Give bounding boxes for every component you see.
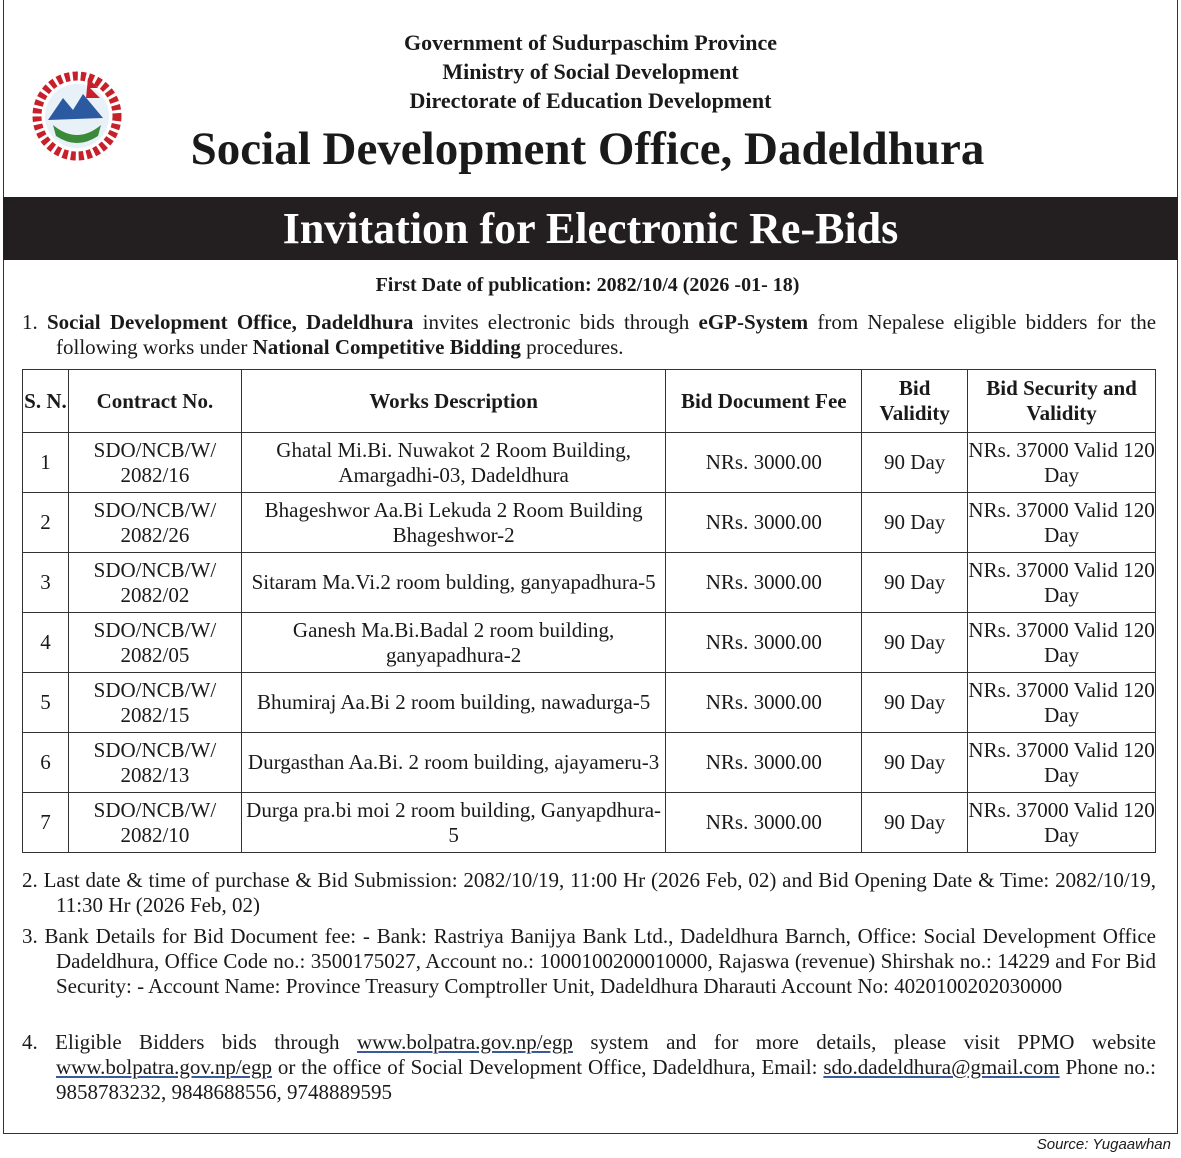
works-description: Ghatal Mi.Bi. Nuwakot 2 Room Building, Amargadhi-03, Dadeldhura	[241, 433, 666, 493]
table-row	[23, 613, 1156, 673]
contract-number: SDO/NCB/W/ 2082/02	[68, 553, 241, 613]
para-2-text: 2. Last date & time of purchase & Bid Submission: 2082/10/19, 11:00 Hr (2026 Feb, 02) and Bid Opening Date & Time: 2082/10/19, 11:30 Hr (2026 Feb, 02)	[22, 868, 1156, 917]
paragraph-2	[22, 868, 1156, 918]
bid-validity: 90 Day	[862, 733, 968, 793]
bid-document-fee: NRs. 3000.00	[666, 613, 862, 673]
text: or the office of Social Development Office, Dadeldhura, Email:	[271, 1055, 824, 1079]
egp-system: eGP-System	[698, 310, 809, 334]
table-row	[23, 733, 1156, 793]
paragraph-3	[22, 924, 1156, 999]
bid-validity: 90 Day	[862, 793, 968, 853]
paragraph-4	[22, 1030, 1156, 1105]
paragraph-1	[22, 310, 1156, 360]
serial-number: 4	[23, 613, 69, 673]
works-description: Bhageshwor Aa.Bi Lekuda 2 Room Building Bhageshwor-2	[241, 493, 666, 553]
contract-number: SDO/NCB/W/ 2082/26	[68, 493, 241, 553]
bid-document-fee: NRs. 3000.00	[666, 433, 862, 493]
text: procedures.	[520, 335, 624, 359]
office-name: Social Development Office, Dadeldhura	[190, 123, 985, 175]
works-description: Durgasthan Aa.Bi. 2 room building, ajayameru-3	[241, 733, 666, 793]
header-directorate: Directorate of Education Development	[409, 88, 772, 113]
bid-security: NRs. 37000 Valid 120 Day	[968, 673, 1156, 733]
ppmo-link[interactable]: www.bolpatra.gov.np/egp	[56, 1055, 272, 1079]
bid-validity: 90 Day	[862, 553, 968, 613]
bid-security: NRs. 37000 Valid 120 Day	[968, 493, 1156, 553]
bid-validity: 90 Day	[862, 433, 968, 493]
bid-document-fee: NRs. 3000.00	[666, 493, 862, 553]
works-description: Bhumiraj Aa.Bi 2 room building, nawadurga-5	[241, 673, 666, 733]
contract-number: SDO/NCB/W/ 2082/15	[68, 673, 241, 733]
works-description: Sitaram Ma.Vi.2 room bulding, ganyapadhura-5	[241, 553, 666, 613]
column-header: S. N.	[23, 370, 69, 433]
publication-date: First Date of publication: 2082/10/4 (2026 -01- 18)	[375, 274, 800, 296]
contract-number: SDO/NCB/W/ 2082/13	[68, 733, 241, 793]
bid-document-fee: NRs. 3000.00	[666, 733, 862, 793]
table-header-row	[23, 370, 1156, 433]
table-row	[23, 793, 1156, 853]
bid-document-fee: NRs. 3000.00	[666, 793, 862, 853]
text: system and for more details, please visit PPMO website	[572, 1030, 1156, 1054]
header-block	[0, 28, 1181, 115]
works-description: Ganesh Ma.Bi.Badal 2 room building, ganyapadhura-2	[241, 613, 666, 673]
bid-security: NRs. 37000 Valid 120 Day	[968, 613, 1156, 673]
bid-security: NRs. 37000 Valid 120 Day	[968, 733, 1156, 793]
column-header: Bid Validity	[862, 370, 968, 433]
header-government: Government of Sudurpaschim Province	[404, 30, 777, 55]
contract-number: SDO/NCB/W/ 2082/16	[68, 433, 241, 493]
phone-text: Phone no.: 9858783232, 9848688556, 9748889595	[56, 1055, 1156, 1104]
bid-validity: 90 Day	[862, 493, 968, 553]
serial-number: 7	[23, 793, 69, 853]
bid-document-fee: NRs. 3000.00	[666, 553, 862, 613]
contract-number: SDO/NCB/W/ 2082/05	[68, 613, 241, 673]
works-description: Durga pra.bi moi 2 room building, Ganyapdhura-5	[241, 793, 666, 853]
para-number: 1.	[22, 310, 38, 334]
works-table	[22, 369, 1156, 853]
serial-number: 5	[23, 673, 69, 733]
source-credit: Source: Yugaawhan	[1036, 1136, 1171, 1153]
bolpatra-link[interactable]: www.bolpatra.gov.np/egp	[356, 1030, 573, 1054]
text: 4. Eligible Bidders bids through	[22, 1030, 357, 1054]
notice-title: Invitation for Electronic Re-Bids	[3, 197, 1178, 260]
bid-validity: 90 Day	[862, 613, 968, 673]
serial-number: 6	[23, 733, 69, 793]
text: from Nepalese eligible bidders for the following works under	[56, 310, 1157, 359]
table-row	[23, 493, 1156, 553]
bid-security: NRs. 37000 Valid 120 Day	[968, 433, 1156, 493]
column-header: Works Description	[241, 370, 666, 433]
ncb: National Competitive Bidding	[252, 335, 521, 359]
column-header: Contract No.	[68, 370, 241, 433]
bid-validity: 90 Day	[862, 673, 968, 733]
header-ministry: Ministry of Social Development	[442, 59, 739, 84]
serial-number: 3	[23, 553, 69, 613]
table-row	[23, 553, 1156, 613]
bid-document-fee: NRs. 3000.00	[666, 673, 862, 733]
serial-number: 1	[23, 433, 69, 493]
serial-number: 2	[23, 493, 69, 553]
column-header: Bid Security and Validity	[968, 370, 1156, 433]
contract-number: SDO/NCB/W/ 2082/10	[68, 793, 241, 853]
table-row	[23, 433, 1156, 493]
bid-security: NRs. 37000 Valid 120 Day	[968, 553, 1156, 613]
column-header: Bid Document Fee	[666, 370, 862, 433]
text: invites electronic bids through	[413, 310, 699, 334]
bid-security: NRs. 37000 Valid 120 Day	[968, 793, 1156, 853]
email-link[interactable]: sdo.dadeldhura@gmail.com	[823, 1055, 1060, 1079]
org-name: Social Development Office, Dadeldhura	[46, 310, 414, 334]
para-3-text: 3. Bank Details for Bid Document fee: - Bank: Rastriya Banijya Bank Ltd., Dadeldhura Barnch, Office: Social Development Office Dadeldhura, Office Code no.: 3500175027, Account no.: 1000100200010000, Rajaswa (revenue) Shirshak no.: 14229 and For Bid Security: - Account Name: Province Treasury Comptroller Unit, Dadeldhura Dharauti Account No: 4020100202030000	[22, 924, 1156, 998]
table-row	[23, 673, 1156, 733]
